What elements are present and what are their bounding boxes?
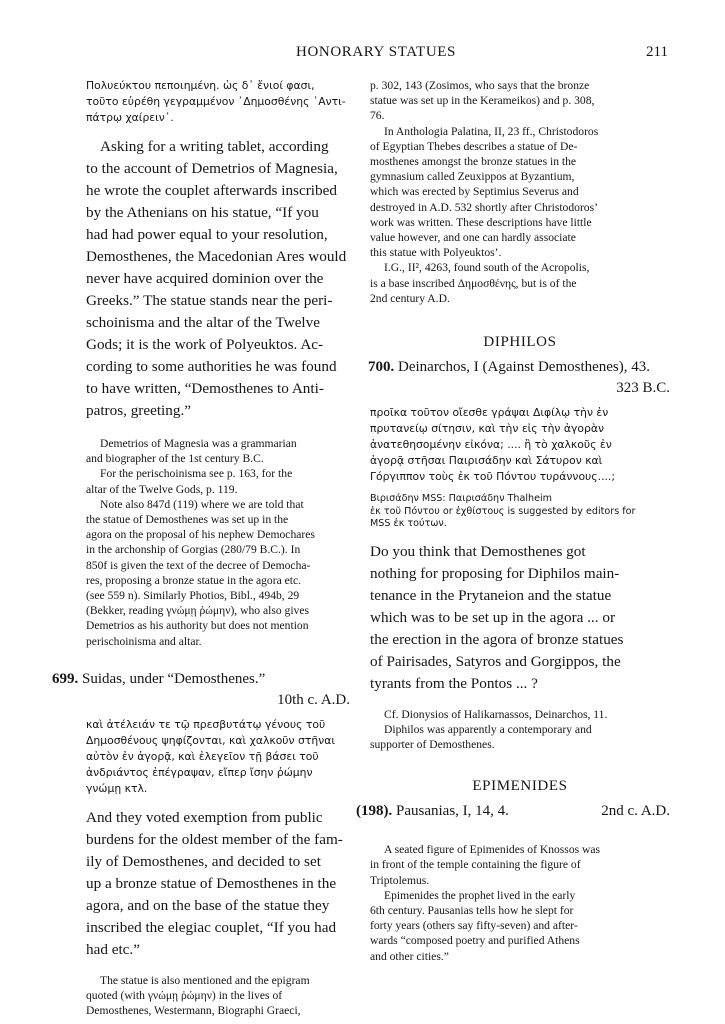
text-line: up a bronze statue of Demosthenes in the <box>86 874 337 892</box>
note-line: in the archonship of Gorgias (280/79 B.C.). In <box>86 543 301 557</box>
greek-line: ἀγορᾷ στῆσαι Παιρισάδην καὶ Σάτυρον καὶ <box>370 454 603 468</box>
greek-line: Πολυεύκτου πεποιημένη. ὡς δ᾽ ἔνιοί φασι, <box>86 79 315 92</box>
text-line: to have written, “Demosthenes to Anti- <box>86 380 324 397</box>
note-line: I.G., II², 4263, found south of the Acropolis, <box>384 261 590 275</box>
apparatus-line: Βιρισάδην MSS: Παιρισάδην Thalheim <box>370 493 553 505</box>
running-title: HONORARY STATUES <box>296 44 456 60</box>
note-line: (see 559 n). Similarly Photios, Bibl., 494b, 29 <box>86 589 300 603</box>
note-line: forty years (others say fifty-seven) and after- <box>370 919 578 933</box>
text-line: had etc.” <box>86 940 140 958</box>
entry-699 <box>52 669 350 711</box>
note-line: 6th century. Pausanias tells how he slept for <box>370 903 574 917</box>
note-line: A seated figure of Epimenides of Knossos was <box>384 843 601 857</box>
text-line: nothing for proposing for Diphilos main- <box>370 564 620 582</box>
entry-source: Deinarchos, I (Against Demosthenes), 43. <box>398 359 651 376</box>
text-line: by the Athenians on his statue, “If you <box>86 204 319 221</box>
text-line: to the account of Demetrios of Magnesia, <box>86 160 338 177</box>
note-line: The statue is also mentioned and the epigram <box>100 973 310 987</box>
entry-date: 2nd c. A.D. <box>601 803 670 820</box>
note-line: this statue with Polyeuktos’. <box>370 246 502 260</box>
apparatus-line: MSS ἐκ τούτων. <box>370 518 447 530</box>
note-line: res, proposing a bronze statue in the agora etc. <box>86 573 302 587</box>
text-line: Asking for a writing tablet, according <box>100 138 329 155</box>
left-column <box>52 78 350 1018</box>
text-line: Do you think that Demosthenes got <box>370 542 586 560</box>
greek-line: Γόργιππον τοὺς ἐκ τοῦ Πόντου τυράννους....; <box>370 470 616 484</box>
text-line: the erection in the agora of bronze statues <box>370 630 624 648</box>
note-line: wards “composed poetry and purified Athens <box>370 934 580 948</box>
text-line: Gods; it is the work of Polyeuktos. Ac- <box>86 336 324 353</box>
note-line: is a base inscribed Δημοσθένης, but is of the <box>370 276 577 290</box>
text-line: had had power equal to your resolution, <box>86 226 328 243</box>
note-line: value however, and one can hardly associate <box>370 231 576 245</box>
entry-198 <box>356 801 670 822</box>
note-line: Demosthenes, Westermann, Biographi Graeci, <box>86 1004 301 1018</box>
text-line: of Pairisades, Satyros and Gorgippos, the <box>370 652 621 670</box>
text-line: schoinisma and the altar of the Twelve <box>86 314 320 331</box>
greek-line: Δημοσθένους ψηφίζονται, καὶ χαλκοῦν στῆναι <box>86 733 336 747</box>
note-line: of Egyptian Thebes describes a statue of De- <box>370 139 578 153</box>
greek-line: πρυτανείῳ σίτησιν, καὶ τὴν εἰς τὴν ἀγορὰν <box>370 422 604 436</box>
greek-passage-1 <box>86 78 350 126</box>
text-line: he wrote the couplet afterwards inscribed <box>86 182 337 199</box>
greek-line: ἀνδριάντος ἐπέγραψαν, εἴπερ ἴσην ῥώμην <box>86 765 313 779</box>
note-line: in front of the temple containing the figure of <box>370 858 581 872</box>
note-line: 2nd century A.D. <box>370 291 450 305</box>
right-column <box>356 78 670 964</box>
apparatus-line: ἐκ τοῦ Πόντου or ἐχθίστους is suggested by editors for <box>370 505 636 517</box>
text-line: And they voted exemption from public <box>86 808 323 826</box>
entry-date: 10th c. A.D. <box>277 691 350 708</box>
note-line: Cf. Dionysios of Halikarnassos, Deinarchos, 11. <box>384 707 608 721</box>
note-line: quoted (with γνώμῃ ῥώμην) in the lives of <box>86 989 283 1003</box>
translation-2 <box>86 807 350 961</box>
text-line: burdens for the oldest member of the fam- <box>86 830 343 848</box>
page-number: 211 <box>646 44 668 60</box>
greek-line: καὶ ἀτέλειάν τε τῷ πρεσβυτάτῳ γένους τοῦ <box>86 717 326 731</box>
note-line: altar of the Twelve Gods, p. 119. <box>86 482 238 496</box>
note-line: mosthenes amongst the bronze statues in the <box>370 155 577 169</box>
greek-line: πάτρῳ χαίρειν᾽. <box>86 111 174 124</box>
note-line: (Bekker, reading γνώμῃ ῥώμην), who also gives <box>86 604 310 618</box>
entry-number: (198). <box>356 803 393 820</box>
text-line: tenance in the Prytaneion and the statue <box>370 586 612 604</box>
greek-line: τοῦτο εὑρέθη γεγραμμένον ᾽Δημοσθένης ᾽Αντι- <box>86 95 346 108</box>
entry-700 <box>368 357 670 399</box>
entry-number: 699. <box>52 670 79 687</box>
text-line: Demosthenes, the Macedonian Ares would <box>86 248 347 265</box>
commentary-2 <box>86 973 350 1019</box>
note-line: which was erected by Septimius Severus and <box>370 185 579 199</box>
note-line: agora on the proposal of his nephew Demochares <box>86 528 315 542</box>
commentary-4 <box>370 842 670 964</box>
note-line: and other cities.” <box>370 949 449 963</box>
note-line: gymnasium called Zeuxippos at Byzantium, <box>370 170 575 184</box>
note-line: For the perischoinisma see p. 163, for the <box>100 467 293 481</box>
note-line: Demetrios of Magnesia was a grammarian <box>100 437 297 450</box>
commentary-1 <box>86 436 350 649</box>
text-line: never have acquired dominion over the <box>86 270 324 287</box>
entry-source: Suidas, under “Demosthenes.” <box>82 670 266 687</box>
text-line: cording to some authorities he was found <box>86 358 337 375</box>
note-line: the statue of Demosthenes was set up in the <box>86 513 289 527</box>
note-line: supporter of Demosthenes. <box>370 737 495 751</box>
note-line: Epimenides the prophet lived in the early <box>384 888 576 902</box>
text-line: tyrants from the Pontos ... ? <box>370 674 538 692</box>
greek-passage-3 <box>370 405 670 485</box>
section-heading-epimenides: EPIMENIDES <box>472 778 568 795</box>
note-line: destroyed in A.D. 532 shortly after Christodoros’ <box>370 200 598 214</box>
section-heading-diphilos: DIPHILOS <box>483 334 557 351</box>
greek-passage-2 <box>86 717 350 797</box>
translation-1 <box>86 136 350 422</box>
entry-number: 700. <box>368 359 395 376</box>
note-line: Diphilos was apparently a contemporary and <box>384 722 592 736</box>
note-line: Note also 847d (119) where we are told that <box>100 497 304 511</box>
note-line: statue was set up in the Kerameikos) and p. 308, <box>370 94 595 108</box>
entry-date: 323 B.C. <box>616 380 670 397</box>
text-line: patros, greeting.” <box>86 402 192 419</box>
translation-3 <box>370 541 670 695</box>
text-line: agora, and on the base of the statue they <box>86 896 330 914</box>
note-line: 76. <box>370 109 385 123</box>
text-line: ily of Demosthenes, and decided to set <box>86 852 321 870</box>
note-line: perischoinisma and altar. <box>86 634 202 648</box>
note-line: 850f is given the text of the decree of Democha- <box>86 558 311 572</box>
note-line: Demetrios as his authority but does not mention <box>86 619 309 633</box>
entry-source: Pausanias, I, 14, 4. <box>396 803 509 820</box>
note-line: p. 302, 143 (Zosimos, who says that the bronze <box>370 79 590 92</box>
note-line: work was written. These descriptions have little <box>370 215 592 229</box>
running-header <box>84 44 668 68</box>
greek-line: γνώμῃ κτλ. <box>86 781 148 795</box>
text-line: Greeks.” The statue stands near the peri- <box>86 292 333 309</box>
greek-line: προῖκα τοῦτον οἴεσθε γράψαι Διφίλῳ τὴν ἐν <box>370 406 609 420</box>
note-line: Triptolemus. <box>370 873 430 887</box>
text-line: which was to be set up in the agora ... or <box>370 608 616 626</box>
note-line: In Anthologia Palatina, II, 23 ff., Christodoros <box>384 124 599 138</box>
note-line: and biographer of the 1st century B.C. <box>86 452 264 466</box>
text-line: inscribed the elegiac couplet, “If you had <box>86 918 337 936</box>
greek-line: ἀνατεθησομένην εἰκόνα; .... ἢ τὸ χαλκοῦς ἐν <box>370 438 612 452</box>
manuscript-apparatus <box>370 493 670 531</box>
greek-line: αὐτὸν ἐν ἀγορᾷ, καὶ ἐλεγεῖον τῇ βάσει τοῦ <box>86 749 319 763</box>
commentary-3 <box>370 707 670 753</box>
commentary-continued <box>370 78 670 306</box>
